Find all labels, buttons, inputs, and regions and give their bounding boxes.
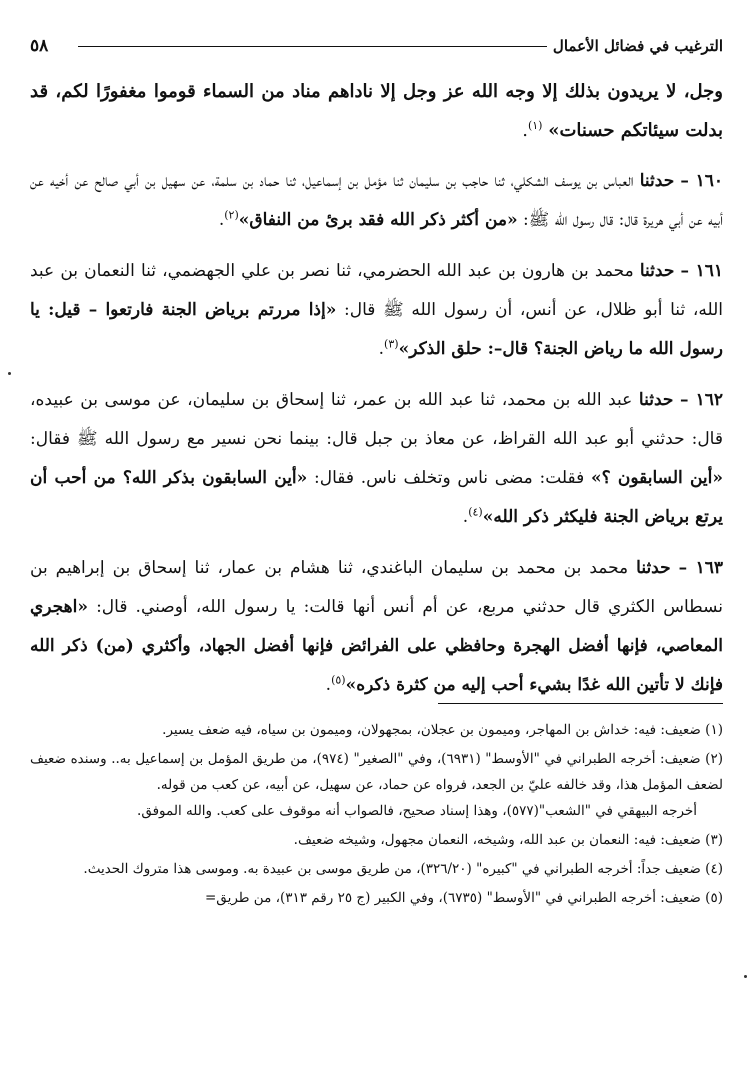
hadith-163: ١٦٣ – حدثنا محمد بن محمد بن سليمان الباغندي، ثنا هشام بن عمار، ثنا إسحاق بن إبراهيم بن نسطاس الكثري قال حدثني مربع، عن أم أنس أنها قالت: يا رسول الله، أوصني. قال: «اهجري المعاصي، فإنها أفضل الهجرة وحافظي على الفرائض فإنها أفضل الجهاد، وأكثري (من) ذكر الله فإنك لا تأتين الله غدًا بشيء أحب إليه من كثرة ذكره»$^{(٥)}$.: [30, 558, 724, 695]
hadith-matn: «أين السابقون ؟»: [591, 468, 724, 488]
page-header: [30, 34, 723, 58]
hadith-narration: فقلت: مضى ناس وتخلف ناس. فقال:: [314, 468, 585, 488]
hadith-number: ١٦١ –: [680, 261, 724, 281]
page-number: ٥٨: [30, 36, 49, 56]
hadith-isnad: العباس بن يوسف الشكلي، ثنا حاجب بن سليمان ثنا مؤمل بن إسماعيل، ثنا حماد بن سلمة، عن سهيل بن أبي صالح عن أخيه عن أبيه عن أبي هريرة قال: قال رسول الله ﷺ:: [30, 171, 723, 230]
hadith-lead: حدثنا: [639, 261, 675, 281]
main-text: [30, 72, 723, 705]
hadith-number: ١٦٢ –: [680, 390, 724, 410]
footnote-ref: (١): [527, 119, 543, 132]
footnote-text: أخرجه البيهقي في "الشعب"(٥٧٧)، وهذا إسناد صحيح، فالصواب أنه موقوف على كعب. والله الموفق.: [137, 803, 697, 819]
footnote-text: (١) ضعيف: فيه: خداش بن المهاجر، وميمون بن عجلان، بمجهولان، وميمون بن سياه، فيه ضعف يسير.: [162, 722, 723, 738]
hadith-161: ١٦١ – حدثنا محمد بن هارون بن عبد الله الحضرمي، ثنا نصر بن علي الجهضمي، ثنا النعمان بن عبد الله، ثنا أبو ظلال، عن أنس، أن رسول الله ﷺ قال: «إذا مررتم برياض الجنة فارتعوا – قيل: يا رسول الله ما رياض الجنة؟ قال–: حلق الذكر»$^{(٣)}$.: [30, 261, 724, 359]
continuation-text: وجل، لا يريدون بذلك إلا وجه الله عز وجل إلا ناداهم مناد من السماء قوموا مغفورًا لكم، قد بدلت سيئاتكم حسنات»: [30, 81, 723, 141]
hadith-160: ١٦٠ – حدثنا العباس بن يوسف الشكلي، ثنا حاجب بن سليمان ثنا مؤمل بن إسماعيل، ثنا حماد بن سلمة، عن سهيل بن أبي صالح عن أخيه عن أبيه عن أبي هريرة قال: قال رسول الله ﷺ: «من أكثر ذكر الله فقد برئ من النفاق»$^{(٢)}$.: [30, 171, 724, 230]
hadith-matn: «من أكثر ذكر الله فقد برئ من النفاق»: [238, 210, 518, 230]
hadith-number: ١٦٣ –: [678, 558, 724, 578]
hadith-matn: «أين السابقون بذكر الله؟ من أحب أن يرتع برياض الجنة فليكثر ذكر الله»: [30, 468, 723, 527]
footnote-ref: (٣): [384, 337, 399, 351]
hadith-matn: «اهجري المعاصي، فإنها أفضل الهجرة وحافظي على الفرائض فإنها أفضل الجهاد، وأكثري (من) ذكر الله فإنك لا تأتين الله غدًا بشيء أحب إليه من كثرة ذكره»: [30, 597, 723, 695]
footnote-text: (٣) ضعيف: فيه: النعمان بن عبد الله، وشيخه، النعمان مجهول، وشيخه ضعيف.: [293, 832, 723, 848]
header-rule: [78, 46, 547, 47]
hadith-lead: حدثنا: [636, 558, 671, 578]
footnote-1: [30, 717, 723, 743]
footnote-text: (٢) ضعيف: أخرجه الطبراني في "الأوسط" (٦٩٣١)، وفي "الصغير" (٩٧٤)، من طريق المؤمل بن إسماعيل به.. وسنده ضعيف لضعف المؤمل هذا، وقد خالفه عليّ بن الجعد، فرواه عن حماد، عن سهيل، عن أبيه، عن كعب من قوله.: [30, 751, 723, 793]
hadith-isnad: محمد بن محمد بن سليمان الباغندي، ثنا هشام بن عمار، ثنا إسحاق بن إبراهيم بن نسطاس الكثري قال حدثني مربع، عن أم أنس أنها قالت: يا رسول الله، أوصني. قال:: [30, 558, 723, 617]
footnote-text: (٤) ضعيف جداً: أخرجه الطبراني في "كبيره" (٣٢٦/٢٠)، من طريق موسى بن عبيدة به. وموسى هذا متروك الحديث.: [83, 861, 723, 877]
footnote-separator: [438, 703, 723, 704]
margin-mark: [744, 975, 747, 978]
continuation-paragraph: وجل، لا يريدون بذلك إلا وجه الله عز وجل إلا ناداهم مناد من السماء قوموا مغفورًا لكم، قد بدلت سيئاتكم حسنات» $^{(١)}$.: [30, 81, 723, 141]
footnote-2: [30, 746, 723, 824]
hadith-matn: «إذا مررتم برياض الجنة فارتعوا – قيل: يا رسول الله ما رياض الجنة؟ قال–: حلق الذكر»: [30, 300, 723, 359]
footnote-text: (٥) ضعيف: أخرجه الطبراني في "الأوسط" (٦٧٣٥)، وفي الكبير (ج ٢٥ رقم ٣١٣)، من طريق=: [205, 890, 723, 906]
footnote-5: [30, 885, 723, 911]
hadith-lead: حدثنا: [638, 390, 674, 410]
running-title: الترغيب في فضائل الأعمال: [552, 37, 723, 55]
hadith-number: ١٦٠ –: [680, 171, 724, 191]
footnote-4: [30, 856, 723, 882]
hadith-isnad: عبد الله بن محمد، ثنا عبد الله بن عمر، ثنا إسحاق بن سليمان، عن موسى بن عبيده، قال: حدثني أبو عبد الله القراظ، عن معاذ بن جبل قال: بينما نحن نسير مع رسول الله ﷺ فقال:: [30, 390, 723, 449]
footnote-ref: (٤): [468, 505, 483, 519]
footnote-ref: (٢): [224, 208, 239, 222]
hadith-lead: حدثنا: [639, 171, 675, 191]
hadith-162: ١٦٢ – حدثنا عبد الله بن محمد، ثنا عبد الله بن عمر، ثنا إسحاق بن سليمان، عن موسى بن عبيده، قال: حدثني أبو عبد الله القراظ، عن معاذ بن جبل قال: بينما نحن نسير مع رسول الله ﷺ فقال: «أين السابقون ؟» فقلت: مضى ناس وتخلف ناس. فقال: «أين السابقون بذكر الله؟ من أحب أن يرتع برياض الجنة فليكثر ذكر الله»$^{(٤)}$.: [30, 390, 724, 527]
footnote-ref: (٥): [331, 673, 346, 687]
margin-mark: [8, 372, 11, 375]
footnote-3: [30, 827, 723, 853]
footnotes: [30, 717, 723, 914]
hadith-isnad: محمد بن هارون بن عبد الله الحضرمي، ثنا نصر بن علي الجهضمي، ثنا النعمان بن عبد الله، ثنا أبو ظلال، عن أنس، أن رسول الله ﷺ قال:: [30, 261, 724, 320]
